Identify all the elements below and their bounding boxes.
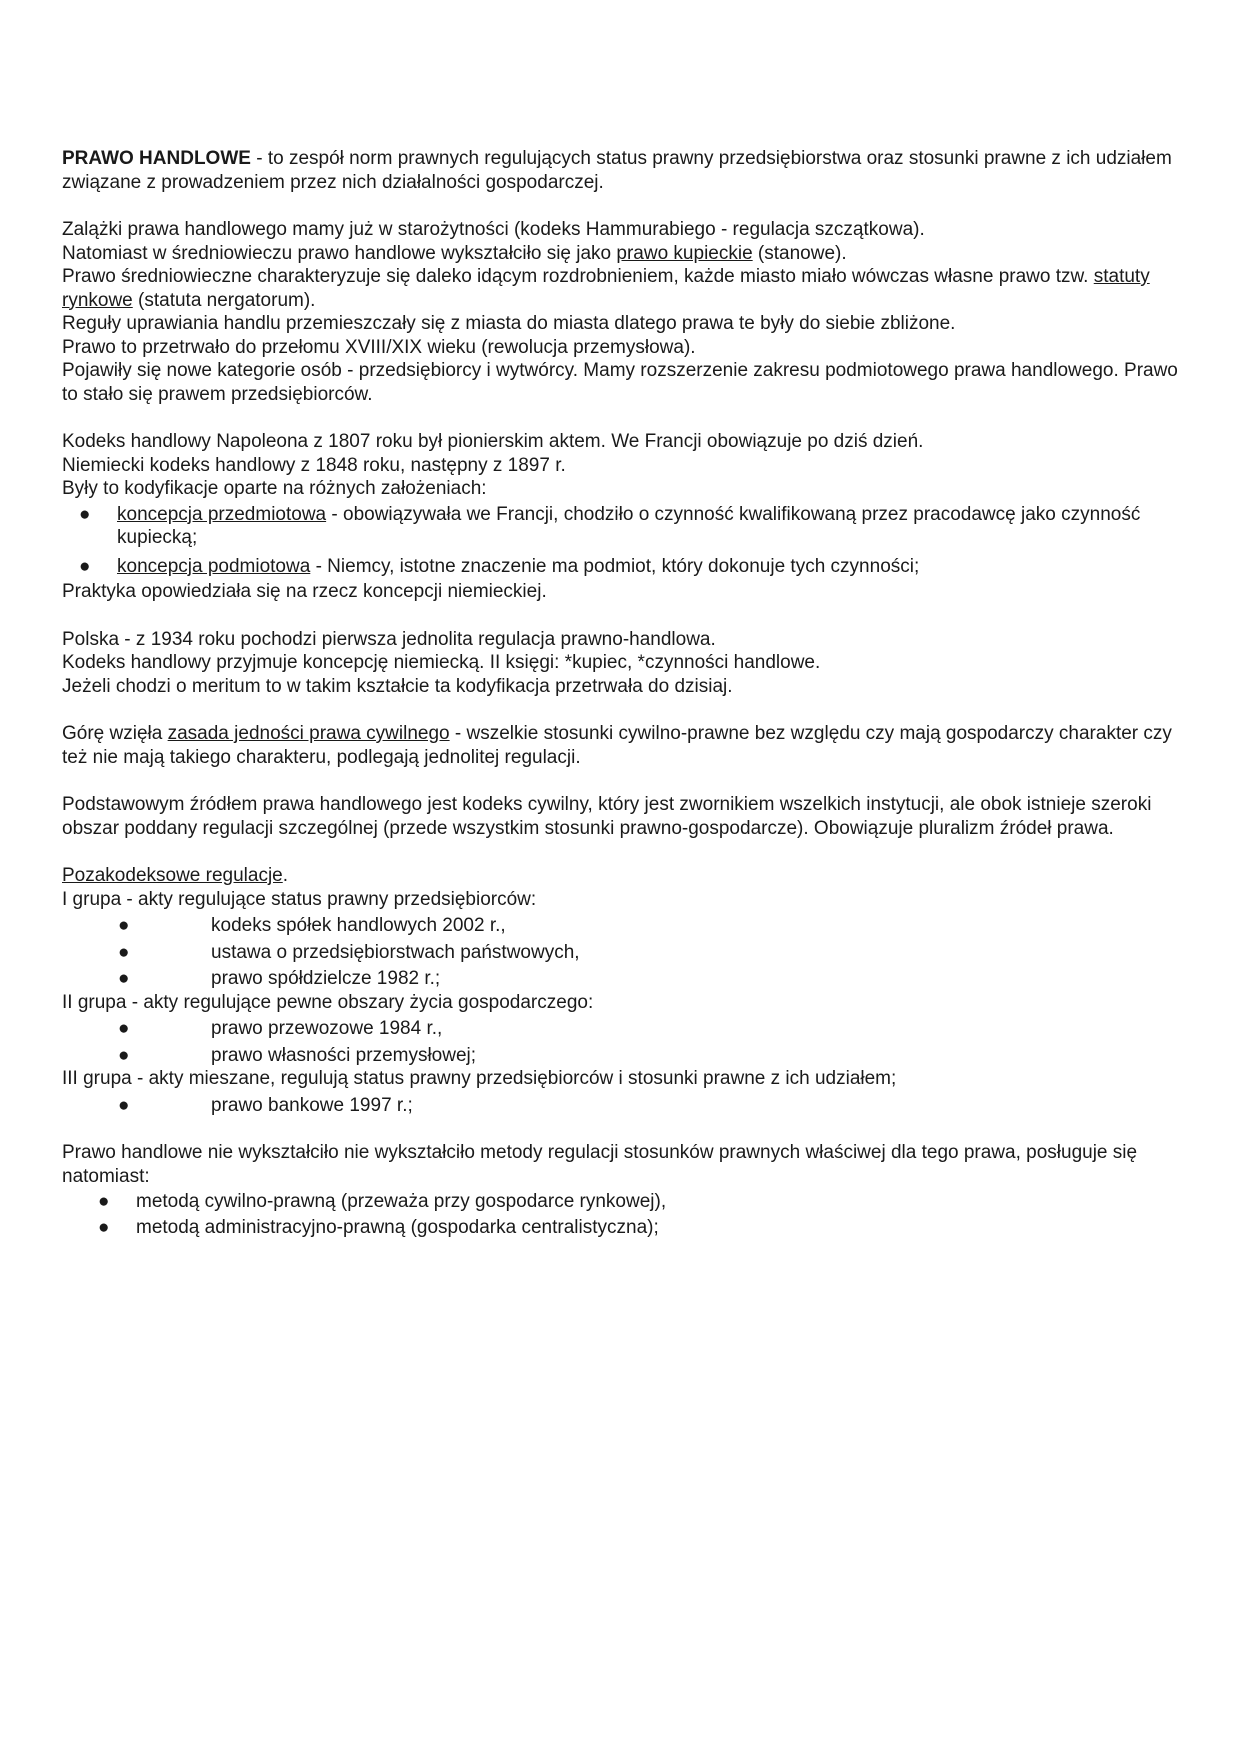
group-heading: I grupa - akty regulujące status prawny przedsiębiorców: bbox=[62, 888, 537, 910]
unity-paragraph: Górę wzięła zasada jedności prawa cywilnego - wszelkie stosunki cywilno-prawne bez względu czy mają gospodarczy charakter czy też nie mają takiego charakteru, podlegają jednolitej regulacji. bbox=[62, 723, 1172, 768]
term-heading: PRAWO HANDLOWE bbox=[62, 148, 251, 169]
list-item: ● kodeks spółek handlowych 2002 r., bbox=[118, 915, 506, 936]
concept-term: koncepcja podmiotowa bbox=[117, 555, 311, 577]
poland-line: Kodeks handlowy przyjmuje koncepcję niemiecką. II księgi: *kupiec, *czynności handlowe. bbox=[62, 652, 821, 673]
bullet-icon: ● bbox=[118, 1044, 130, 1066]
history-line: Reguły uprawiania handlu przemieszczały się z miasta do miasta dlatego prawa te były do siebie zbliżone. bbox=[62, 313, 956, 334]
group3-list bbox=[62, 1094, 1182, 1118]
list-item: ● metodą cywilno-prawną (przeważa przy gospodarce rynkowej), bbox=[98, 1191, 667, 1212]
list-item: ● koncepcja przedmiotowa - obowiązywała we Francji, chodziło o czynność kwalifikowaną przez pracodawcę jako czynność kupiecką; bbox=[79, 503, 1141, 548]
methods-list bbox=[62, 1190, 1182, 1239]
list-item: ● ustawa o przedsiębiorstwach państwowych, bbox=[118, 941, 580, 963]
bullet-icon: ● bbox=[118, 941, 130, 963]
sources-paragraph: Podstawowym źródłem prawa handlowego jest kodeks cywilny, który jest zwornikiem wszelkich instytucji, ale obok istnieje szeroki obszar poddany regulacji szczególnej (przede wszystkim stosunki prawno-gospodarcze). Obowiązuje pluralizm źródeł prawa. bbox=[62, 794, 1152, 839]
list-item: ● prawo bankowe 1997 r.; bbox=[118, 1094, 413, 1116]
definition-text: - to zespół norm prawnych regulujących status prawny przedsiębiorstwa oraz stosunki prawne z ich udziałem związane z prowadzeniem przez nich działalności gospodarczej. bbox=[62, 148, 1172, 193]
concept-term: koncepcja przedmiotowa bbox=[117, 503, 327, 525]
regulations-heading: Pozakodeksowe regulacje. bbox=[62, 865, 289, 886]
methods-section bbox=[62, 1141, 1182, 1239]
poland-line: Polska - z 1934 roku pochodzi pierwsza jednolita regulacja prawno-handlowa. bbox=[62, 628, 716, 650]
bullet-icon: ● bbox=[118, 1018, 130, 1039]
group-heading: III grupa - akty mieszane, regulują status prawny przedsiębiorców i stosunki prawne z ich udziałem; bbox=[62, 1068, 897, 1089]
list-item: ● prawo przewozowe 1984 r., bbox=[118, 1018, 443, 1039]
term-prawo-kupieckie: prawo kupieckie bbox=[616, 242, 753, 264]
concept-list bbox=[62, 503, 1182, 579]
methods-intro: Prawo handlowe nie wykształciło nie wykształciło metody regulacji stosunków prawnych właściwej dla tego prawa, posługuje się natomiast: bbox=[62, 1142, 1138, 1187]
history-line: Pojawiły się nowe kategorie osób - przedsiębiorcy i wytwórcy. Mamy rozszerzenie zakresu podmiotowego prawa handlowego. Prawo to stało się prawem przedsiębiorców. bbox=[62, 360, 1178, 405]
group-heading: II grupa - akty regulujące pewne obszary życia gospodarczego: bbox=[62, 991, 594, 1013]
document-page bbox=[62, 147, 1182, 1239]
group1-list bbox=[62, 914, 1182, 991]
bullet-icon: ● bbox=[79, 503, 91, 525]
codes-line: Praktyka opowiedziała się na rzecz koncepcji niemieckiej. bbox=[62, 581, 547, 602]
codes-section bbox=[62, 430, 1182, 604]
codes-line: Kodeks handlowy Napoleona z 1807 roku był pionierskim aktem. We Francji obowiązuje po dziś dzień. bbox=[62, 431, 924, 452]
group2-list bbox=[62, 1017, 1182, 1067]
regulations-section bbox=[62, 864, 1182, 1117]
list-item: ● koncepcja podmiotowa - Niemcy, istotne znaczenie ma podmiot, który dokonuje tych czynności; bbox=[79, 555, 920, 577]
codes-line: Niemiecki kodeks handlowy z 1848 roku, następny z 1897 r. bbox=[62, 454, 566, 476]
list-item: ● prawo własności przemysłowej; bbox=[118, 1044, 477, 1066]
bullet-icon: ● bbox=[79, 555, 91, 577]
history-line: Natomiast w średniowieczu prawo handlowe wykształciło się jako prawo kupieckie (stanowe). bbox=[62, 242, 847, 264]
history-line: Zalążki prawa handlowego mamy już w starożytności (kodeks Hammurabiego - regulacja szczątkowa). bbox=[62, 219, 925, 240]
history-line: Prawo średniowieczne charakteryzuje się daleko idącym rozdrobnieniem, każde miasto miało wówczas własne prawo tzw. statuty rynkowe (statuta nergatorum). bbox=[62, 266, 1150, 311]
term-statuty-rynkowe: statuty rynkowe bbox=[62, 266, 1150, 311]
list-item: ● prawo spółdzielcze 1982 r.; bbox=[118, 968, 441, 989]
intro-paragraph bbox=[62, 147, 1182, 194]
bullet-icon: ● bbox=[118, 968, 130, 989]
history-section bbox=[62, 218, 1182, 406]
list-item: ● metodą administracyjno-prawną (gospodarka centralistyczna); bbox=[98, 1216, 659, 1238]
history-line: Prawo to przetrwało do przełomu XVIII/XIX wieku (rewolucja przemysłowa). bbox=[62, 336, 696, 358]
bullet-icon: ● bbox=[98, 1216, 110, 1238]
term-zasada-jednosci: zasada jedności prawa cywilnego bbox=[167, 723, 450, 744]
poland-line: Jeżeli chodzi o meritum to w takim kształcie ta kodyfikacja przetrwała do dzisiaj. bbox=[62, 675, 733, 697]
bullet-icon: ● bbox=[118, 915, 130, 936]
poland-section bbox=[62, 628, 1182, 699]
bullet-icon: ● bbox=[98, 1191, 110, 1212]
codes-line: Były to kodyfikacje oparte na różnych założeniach: bbox=[62, 478, 487, 499]
bullet-icon: ● bbox=[118, 1094, 130, 1116]
